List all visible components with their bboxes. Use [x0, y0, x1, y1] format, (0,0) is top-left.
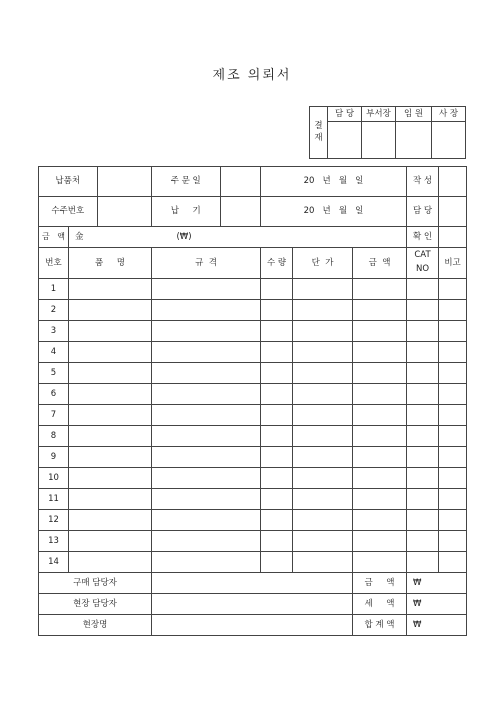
- document-title: 제조 의뢰서: [212, 68, 292, 83]
- item-cat-no-cell[interactable]: [407, 300, 439, 321]
- person-label: 담 당: [407, 197, 439, 227]
- item-unit-price-cell[interactable]: [293, 363, 353, 384]
- item-no: 8: [39, 426, 69, 447]
- item-remarks-cell[interactable]: [439, 510, 467, 531]
- confirm-label: 확 인: [407, 227, 439, 248]
- col-header-spec: 규 격: [152, 248, 261, 279]
- items-header-row: [39, 248, 467, 279]
- item-row: [39, 552, 467, 573]
- item-amount-cell[interactable]: [353, 384, 407, 405]
- amount-field[interactable]: [69, 227, 407, 248]
- item-remarks-cell[interactable]: [439, 468, 467, 489]
- item-amount-cell[interactable]: [353, 405, 407, 426]
- item-row: [39, 447, 467, 468]
- footer-money-label-total: 합 계 액: [353, 615, 407, 636]
- item-spec-cell[interactable]: [152, 426, 261, 447]
- item-qty-cell[interactable]: [261, 531, 293, 552]
- item-spec-cell[interactable]: [152, 300, 261, 321]
- footer-row: [39, 573, 467, 594]
- item-qty-cell[interactable]: [261, 468, 293, 489]
- footer-site-manager-field[interactable]: [152, 594, 353, 615]
- item-amount-cell[interactable]: [353, 468, 407, 489]
- item-cat-no-cell[interactable]: [407, 426, 439, 447]
- item-unit-price-cell[interactable]: [293, 321, 353, 342]
- footer-row: [39, 615, 467, 636]
- item-amount-cell[interactable]: [353, 342, 407, 363]
- order-date-label-cell: [152, 167, 261, 197]
- item-amount-cell[interactable]: [353, 531, 407, 552]
- item-qty-cell[interactable]: [261, 405, 293, 426]
- order-date-label: 주 문 일: [152, 167, 220, 196]
- item-amount-cell[interactable]: [353, 279, 407, 300]
- item-name-cell[interactable]: [69, 279, 152, 300]
- item-cat-no-cell[interactable]: [407, 552, 439, 573]
- item-qty-cell[interactable]: [261, 552, 293, 573]
- item-row: [39, 363, 467, 384]
- item-qty-cell[interactable]: [261, 426, 293, 447]
- item-unit-price-cell[interactable]: [293, 426, 353, 447]
- footer-money-label-tax: 세 액: [353, 594, 407, 615]
- approval-sign-executive[interactable]: [396, 122, 432, 159]
- item-cat-no-cell[interactable]: [407, 279, 439, 300]
- delivery-label: 납품처: [39, 167, 152, 197]
- item-row: [39, 321, 467, 342]
- item-name-cell[interactable]: [69, 552, 152, 573]
- item-spec-cell[interactable]: [152, 468, 261, 489]
- col-header-qty: 수 량: [261, 248, 293, 279]
- amount-won-label: (₩): [176, 231, 192, 242]
- item-qty-cell[interactable]: [261, 384, 293, 405]
- item-spec-cell[interactable]: [152, 405, 261, 426]
- item-cat-no-cell[interactable]: [407, 531, 439, 552]
- item-cat-no-cell[interactable]: [407, 321, 439, 342]
- due-label-cell: [152, 197, 261, 227]
- item-amount-cell[interactable]: [353, 447, 407, 468]
- item-cat-no-cell[interactable]: [407, 447, 439, 468]
- item-qty-cell[interactable]: [261, 321, 293, 342]
- item-amount-cell[interactable]: [353, 363, 407, 384]
- col-header-amount: 금 액: [353, 248, 407, 279]
- item-row: [39, 531, 467, 552]
- item-name-cell[interactable]: [69, 384, 152, 405]
- person-field[interactable]: [439, 197, 467, 227]
- order-no-field[interactable]: [97, 197, 151, 226]
- item-cat-no-cell[interactable]: [407, 405, 439, 426]
- item-no: 10: [39, 468, 69, 489]
- item-unit-price-cell[interactable]: [293, 279, 353, 300]
- item-qty-cell[interactable]: [261, 510, 293, 531]
- footer-label-site-name: 현장명: [39, 615, 152, 636]
- item-no: 2: [39, 300, 69, 321]
- footer-site-name-field[interactable]: [152, 615, 353, 636]
- item-name-cell[interactable]: [69, 426, 152, 447]
- col-header-cat-no: CAT NO: [407, 248, 439, 279]
- approval-header-president: 사 장: [432, 107, 466, 122]
- item-no: 4: [39, 342, 69, 363]
- item-unit-price-cell[interactable]: [293, 552, 353, 573]
- item-row: [39, 384, 467, 405]
- approval-sign-president[interactable]: [432, 122, 466, 159]
- item-row: [39, 300, 467, 321]
- item-name-cell[interactable]: [69, 510, 152, 531]
- item-spec-cell[interactable]: [152, 489, 261, 510]
- item-unit-price-cell[interactable]: [293, 405, 353, 426]
- due-label: 납 기: [152, 197, 220, 226]
- item-unit-price-cell[interactable]: [293, 342, 353, 363]
- item-remarks-cell[interactable]: [439, 426, 467, 447]
- item-amount-cell[interactable]: [353, 321, 407, 342]
- footer-row: [39, 594, 467, 615]
- item-cat-no-cell[interactable]: [407, 510, 439, 531]
- item-cat-no-cell[interactable]: [407, 363, 439, 384]
- item-no: 3: [39, 321, 69, 342]
- item-name-cell[interactable]: [69, 363, 152, 384]
- amount-label: 금 액: [39, 227, 69, 248]
- item-amount-cell[interactable]: [353, 510, 407, 531]
- approval-header-executive: 임 원: [396, 107, 432, 122]
- item-no: 11: [39, 489, 69, 510]
- item-name-cell[interactable]: [69, 447, 152, 468]
- due-date-value[interactable]: 20 년 월 일: [261, 197, 407, 227]
- item-qty-cell[interactable]: [261, 447, 293, 468]
- item-remarks-cell[interactable]: [439, 363, 467, 384]
- item-remarks-cell[interactable]: [439, 321, 467, 342]
- item-spec-cell[interactable]: [152, 447, 261, 468]
- item-no: 13: [39, 531, 69, 552]
- footer-money-label-amount: 금 액: [353, 573, 407, 594]
- item-row: [39, 468, 467, 489]
- item-row: [39, 279, 467, 300]
- item-cat-no-cell[interactable]: [407, 489, 439, 510]
- item-no: 14: [39, 552, 69, 573]
- approval-box: [309, 106, 466, 159]
- col-header-item-name: 품 명: [69, 248, 152, 279]
- item-cat-no-cell[interactable]: [407, 384, 439, 405]
- item-name-cell[interactable]: [69, 531, 152, 552]
- order-no-label-cell: [39, 197, 152, 227]
- writer-label: 작 성: [407, 167, 439, 197]
- item-spec-cell[interactable]: [152, 279, 261, 300]
- footer-label-site-manager: 현장 담당자: [39, 594, 152, 615]
- item-remarks-cell[interactable]: [439, 552, 467, 573]
- item-spec-cell[interactable]: [152, 363, 261, 384]
- item-remarks-cell[interactable]: [439, 405, 467, 426]
- item-row: [39, 510, 467, 531]
- item-no: 7: [39, 405, 69, 426]
- item-remarks-cell[interactable]: [439, 384, 467, 405]
- item-unit-price-cell[interactable]: [293, 300, 353, 321]
- item-cat-no-cell[interactable]: [407, 342, 439, 363]
- footer-money-field-total[interactable]: ₩: [407, 615, 467, 636]
- item-no: 1: [39, 279, 69, 300]
- item-unit-price-cell[interactable]: [293, 447, 353, 468]
- delivery-field[interactable]: [97, 167, 151, 196]
- amount-prefix: 金: [75, 231, 84, 242]
- item-row: [39, 405, 467, 426]
- item-row: [39, 489, 467, 510]
- item-spec-cell[interactable]: [152, 510, 261, 531]
- item-row: [39, 342, 467, 363]
- writer-field[interactable]: [439, 167, 467, 197]
- item-amount-cell[interactable]: [353, 552, 407, 573]
- item-name-cell[interactable]: [69, 489, 152, 510]
- item-remarks-cell[interactable]: [439, 279, 467, 300]
- item-unit-price-cell[interactable]: [293, 531, 353, 552]
- item-name-cell[interactable]: [69, 468, 152, 489]
- item-remarks-cell[interactable]: [439, 300, 467, 321]
- col-header-unit-price: 단 가: [293, 248, 353, 279]
- item-amount-cell[interactable]: [353, 489, 407, 510]
- item-spec-cell[interactable]: [152, 342, 261, 363]
- approval-header-staff: 담 당: [328, 107, 362, 122]
- footer-money-field-amount[interactable]: ₩: [407, 573, 467, 594]
- item-name-cell[interactable]: [69, 321, 152, 342]
- approval-header-dept-head: 부서장: [362, 107, 396, 122]
- order-date-value[interactable]: 20 년 월 일: [261, 167, 407, 197]
- col-header-remarks: 비고: [439, 248, 467, 279]
- item-name-cell[interactable]: [69, 300, 152, 321]
- item-remarks-cell[interactable]: [439, 489, 467, 510]
- item-remarks-cell[interactable]: [439, 531, 467, 552]
- item-spec-cell[interactable]: [152, 552, 261, 573]
- col-header-no: 번호: [39, 248, 69, 279]
- item-no: 5: [39, 363, 69, 384]
- item-qty-cell[interactable]: [261, 363, 293, 384]
- item-spec-cell[interactable]: [152, 321, 261, 342]
- item-spec-cell[interactable]: [152, 384, 261, 405]
- confirm-field[interactable]: [439, 227, 467, 248]
- approval-sign-dept-head[interactable]: [362, 122, 396, 159]
- footer-buyer-field[interactable]: [152, 573, 353, 594]
- order-form-table: [38, 166, 467, 636]
- approval-side-label: 결 재: [310, 107, 328, 159]
- item-no: 6: [39, 384, 69, 405]
- item-remarks-cell[interactable]: [439, 342, 467, 363]
- item-name-cell[interactable]: [69, 405, 152, 426]
- approval-sign-staff[interactable]: [328, 122, 362, 159]
- item-unit-price-cell[interactable]: [293, 510, 353, 531]
- item-unit-price-cell[interactable]: [293, 489, 353, 510]
- item-amount-cell[interactable]: [353, 426, 407, 447]
- item-remarks-cell[interactable]: [439, 447, 467, 468]
- item-unit-price-cell[interactable]: [293, 468, 353, 489]
- footer-label-buyer: 구매 담당자: [39, 573, 152, 594]
- item-no: 12: [39, 510, 69, 531]
- item-name-cell[interactable]: [69, 342, 152, 363]
- item-qty-cell[interactable]: [261, 489, 293, 510]
- item-amount-cell[interactable]: [353, 300, 407, 321]
- item-qty-cell[interactable]: [261, 342, 293, 363]
- item-cat-no-cell[interactable]: [407, 468, 439, 489]
- order-no-label: 수주번호: [39, 197, 97, 226]
- footer-money-field-tax[interactable]: ₩: [407, 594, 467, 615]
- item-qty-cell[interactable]: [261, 300, 293, 321]
- item-no: 9: [39, 447, 69, 468]
- item-row: [39, 426, 467, 447]
- item-qty-cell[interactable]: [261, 279, 293, 300]
- item-unit-price-cell[interactable]: [293, 384, 353, 405]
- item-spec-cell[interactable]: [152, 531, 261, 552]
